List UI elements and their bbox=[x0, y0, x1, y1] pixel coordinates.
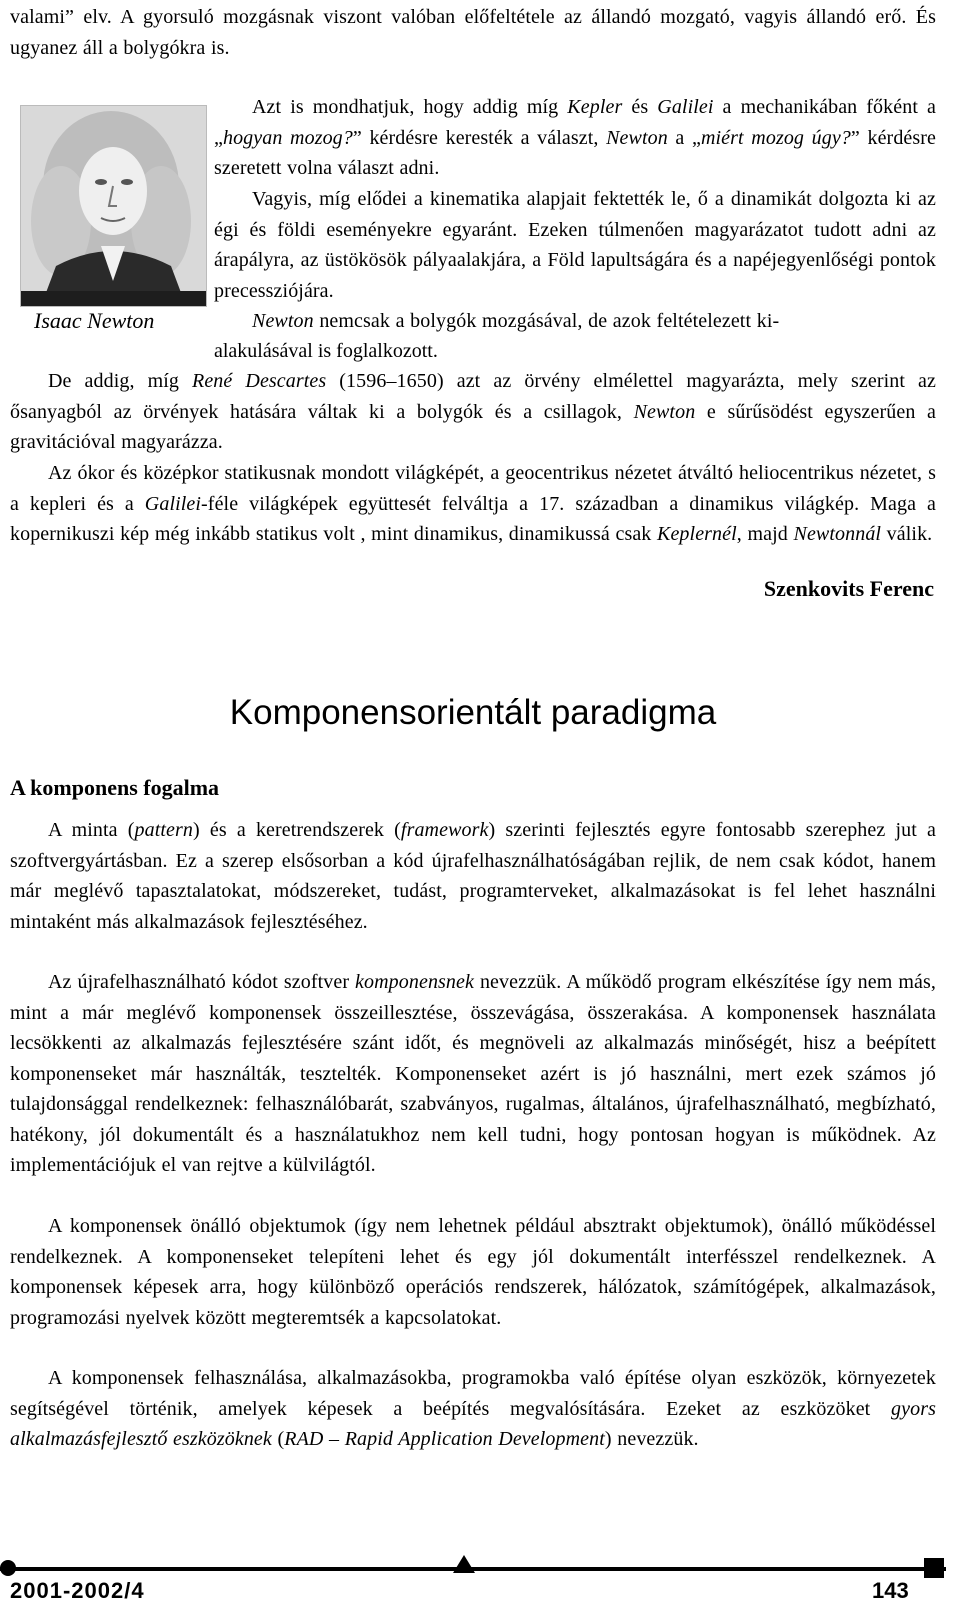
ujrafelhasznalhato-paragraph-block bbox=[10, 967, 936, 1181]
descartes-paragraph-block bbox=[10, 366, 936, 458]
footer-issue-number: 2001-2002/4 bbox=[10, 1578, 145, 1603]
newton-paragraph-3-continuation: alakulásával is foglalkozott. bbox=[214, 340, 438, 362]
newton-paragraph-2-block bbox=[214, 184, 936, 306]
felhasznalas-paragraph-block bbox=[10, 1363, 936, 1455]
minta-paragraph: A minta (pattern) és a keretrendszerek (framework) szerinti fejlesztés egyre fontosabb szerephez jut a szoftvergyártásban. Ez a szerep elsősorban a kód újrafelhasználhatóságában rejlik, de nem csak kódot, hanem már meglévő tapasztalatokat, módszereket, tudást, programterveket, alkalmazásokat is fel lehet használni mintaként más alkalmazások fejlesztéséhez. bbox=[10, 819, 936, 933]
footer-dot-icon bbox=[0, 1560, 16, 1576]
ujrafelhasznalhato-paragraph: Az újrafelhasználható kódot szoftver komponensnek nevezzük. A működő program elkészítése így nem más, mint a már meglévő komponensek összeillesztése, összevágása, összerakása. A komponensek használata lecsökkenti az alkalmazás fejlesztésére szánt időt, és megnöveli az alkalmazás minőségét, hisz a beépített komponenseket már használták, tesztelték. Komponenseket azért is jó használni, mert ezek számos jó tulajdonsággal rendelkeznek: felhasználóbarát, szabványos, rugalmas, általános, újrafelhasználható, megbízható, hatékony, jól dokumentált és a használatukhoz nem kell tudni, hogy pontosan hogyan is működnek. Az implementációjuk el van rejtve a külvilágtól. bbox=[10, 971, 936, 1176]
newton-paragraph-2: Vagyis, míg elődei a kinematika alapjait fektették le, ő a dinamikát dolgozta ki az égi és földi eseményekre egyaránt. Ezeken túlmenően magyarázatot tudott adni az árapályra, az üstökösök pályaalakjára, a Föld lapultságára és a napéjegyenlőségi pontok precessziójára. bbox=[214, 188, 936, 302]
newton-paragraph-1-block bbox=[214, 92, 936, 184]
newton-paragraph-3-block bbox=[214, 306, 936, 337]
descartes-paragraph: De addig, míg René Descartes (1596–1650) azt az örvény elmélettel magyarázta, mely szerint az ősanyagból az örvények hatására váltak ki a bolygók és a csillagok, Newton e sűrűsödést egyszerűen a gravitációval magyarázza. bbox=[10, 370, 937, 453]
author-signature: Szenkovits Ferenc bbox=[763, 576, 934, 601]
komponensek-paragraph-block bbox=[10, 1211, 936, 1333]
felhasznalas-paragraph: A komponensek felhasználása, alkalmazásokba, programokba való építése olyan eszközök, környezetek segítségével történik, amelyek képesek a beépítés megvalósítására. Ezeket az eszközöket gyors alkalmazásfejlesztő eszközöknek (RAD – Rapid Application Development) nevezzük. bbox=[10, 1367, 936, 1450]
top-paragraph-block bbox=[10, 2, 936, 63]
newton-portrait bbox=[20, 105, 207, 307]
footer-square-icon bbox=[924, 1558, 944, 1578]
section-title: Komponensorientált paradigma bbox=[229, 693, 717, 732]
footer-triangle-icon bbox=[453, 1555, 475, 1573]
newton-paragraph-1: Azt is mondhatjuk, hogy addig míg Kepler és Galilei a mechanikában főként a „hogyan mozog?” kérdésre keresték a választ, Newton a „miért mozog úgy?” kérdésre szeretett volna választ adni. bbox=[214, 96, 937, 179]
subsection-title: A komponens fogalma bbox=[10, 775, 220, 800]
portrait-caption: Isaac Newton bbox=[34, 308, 155, 333]
okor-paragraph-block bbox=[10, 458, 936, 550]
komponensek-paragraph: A komponensek önálló objektumok (így nem lehetnek például absztrakt objektumok), önálló működéssel rendelkeznek. A komponenseket telepíteni lehet és egy jól dokumentált interfésszel rendelkeznek. A komponensek képesek arra, hogy különböző operációs rendszerek, hálózatok, számítógépek, alkalmazások, programozási nyelvek között megteremtsék a kapcsolatokat. bbox=[10, 1215, 936, 1329]
newton-paragraph-3: Newton nemcsak a bolygók mozgásával, de azok feltételezett ki- bbox=[252, 310, 780, 332]
footer-page-number: 143 bbox=[872, 1578, 909, 1603]
okor-paragraph: Az ókor és középkor statikusnak mondott világképét, a geocentrikus nézetet átváltó heliocentrikus nézetet, s a kepleri és a Galilei-féle világképek együttesét felváltja a 17. században a dinamikus világkép. Maga a kopernikuszi kép még inkább statikus volt , mint dinamikus, dinamikussá csak Keplernél, majd Newtonnál válik. bbox=[10, 462, 936, 545]
minta-paragraph-block bbox=[10, 815, 936, 937]
top-paragraph: valami” elv. A gyorsuló mozgásnak viszont valóban előfeltétele az állandó mozgató, vagyis állandó erő. És ugyanez áll a bolygókra is. bbox=[10, 6, 936, 59]
newton-portrait-image bbox=[21, 106, 206, 306]
